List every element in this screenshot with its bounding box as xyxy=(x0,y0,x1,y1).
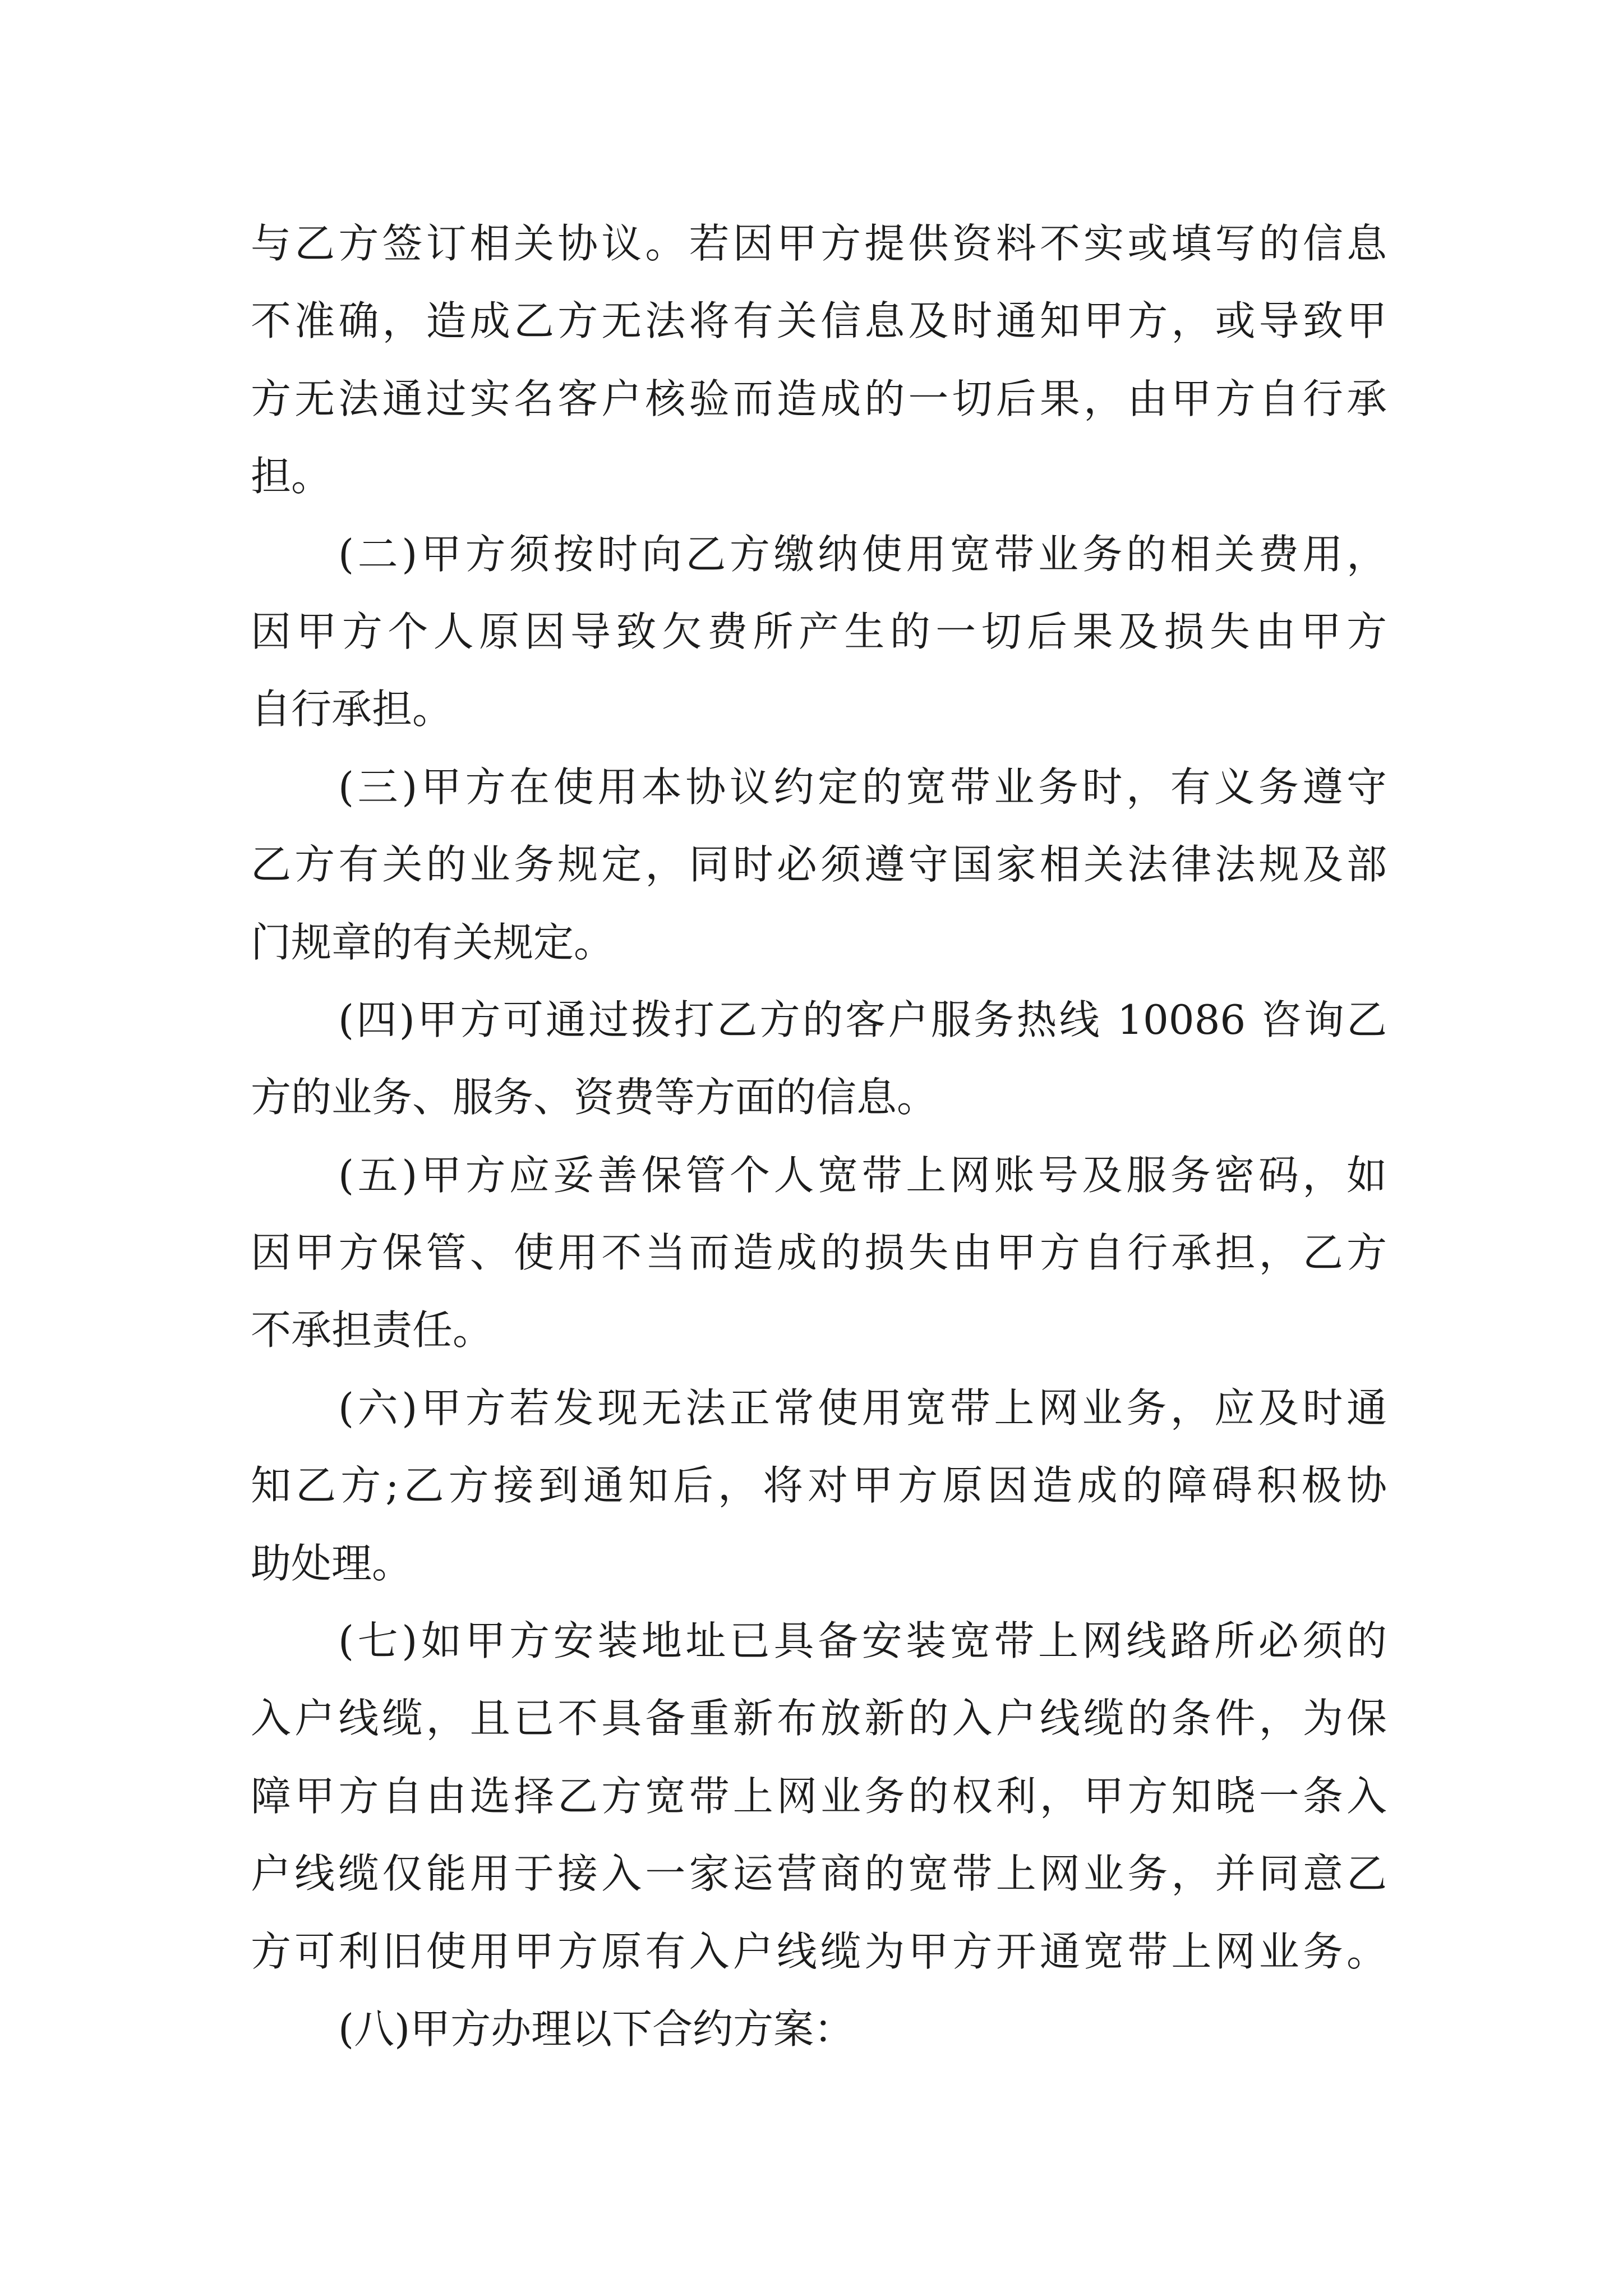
text-line: (二)甲方须按时向乙方缴纳使用宽带业务的相关费用， xyxy=(338,530,1387,578)
document-body xyxy=(251,205,1387,2068)
text-line: 不承担责任。 xyxy=(251,1306,494,1354)
text-line: 乙方有关的业务规定，同时必须遵守国家相关法律法规及部 xyxy=(251,841,1387,889)
text-line: 不准确，造成乙方无法将有关信息及时通知甲方，或导致甲 xyxy=(251,297,1387,345)
paragraph-clause-7 xyxy=(251,1602,1387,1990)
text-line: 入户线缆，且已不具备重新布放新的入户线缆的条件，为保 xyxy=(251,1695,1387,1742)
text-line: 门规章的有关规定。 xyxy=(251,918,615,966)
text-line: (七)如甲方安装地址已具备安装宽带上网线路所必须的 xyxy=(338,1617,1387,1665)
text-line: (三)甲方在使用本协议约定的宽带业务时，有义务遵守 xyxy=(338,763,1387,811)
text-line: 助处理。 xyxy=(251,1539,413,1587)
text-line: 自行承担。 xyxy=(251,685,453,733)
paragraph-clause-4 xyxy=(251,981,1387,1137)
text-line: (五)甲方应妥善保管个人宽带上网账号及服务密码，如 xyxy=(338,1151,1387,1199)
paragraph-clause-8 xyxy=(251,1990,1387,2068)
text-line: 方的业务、服务、资费等方面的信息。 xyxy=(251,1074,938,1121)
text-line: 担。 xyxy=(251,453,332,500)
text-line: 方可利旧使用甲方原有入户线缆为甲方开通宽带上网业务。 xyxy=(251,1927,1387,1975)
text-line: 障甲方自由选择乙方宽带上网业务的权利，甲方知晓一条入 xyxy=(251,1772,1387,1820)
text-line: 因甲方个人原因导致欠费所产生的一切后果及损失由甲方 xyxy=(251,608,1387,655)
text-line: 户线缆仅能用于接入一家运营商的宽带上网业务，并同意乙 xyxy=(251,1850,1387,1898)
paragraph-clause-6 xyxy=(251,1369,1387,1602)
text-line: 与乙方签订相关协议。若因甲方提供资料不实或填写的信息 xyxy=(251,220,1387,267)
text-line: (六)甲方若发现无法正常使用宽带上网业务，应及时通 xyxy=(338,1384,1387,1432)
paragraph-continuation xyxy=(251,205,1387,516)
text-line: (八)甲方办理以下合约方案： xyxy=(338,2005,855,2053)
text-line: 知乙方;乙方接到通知后，将对甲方原因造成的障碍积极协 xyxy=(251,1462,1387,1510)
text-line: 方无法通过实名客户核验而造成的一切后果，由甲方自行承 xyxy=(251,375,1387,422)
paragraph-clause-2 xyxy=(251,516,1387,748)
text-line: 因甲方保管、使用不当而造成的损失由甲方自行承担，乙方 xyxy=(251,1229,1387,1277)
text-line: (四)甲方可通过拨打乙方的客户服务热线 10086 咨询乙 xyxy=(338,996,1387,1043)
paragraph-clause-3 xyxy=(251,748,1387,981)
paragraph-clause-5 xyxy=(251,1137,1387,1369)
